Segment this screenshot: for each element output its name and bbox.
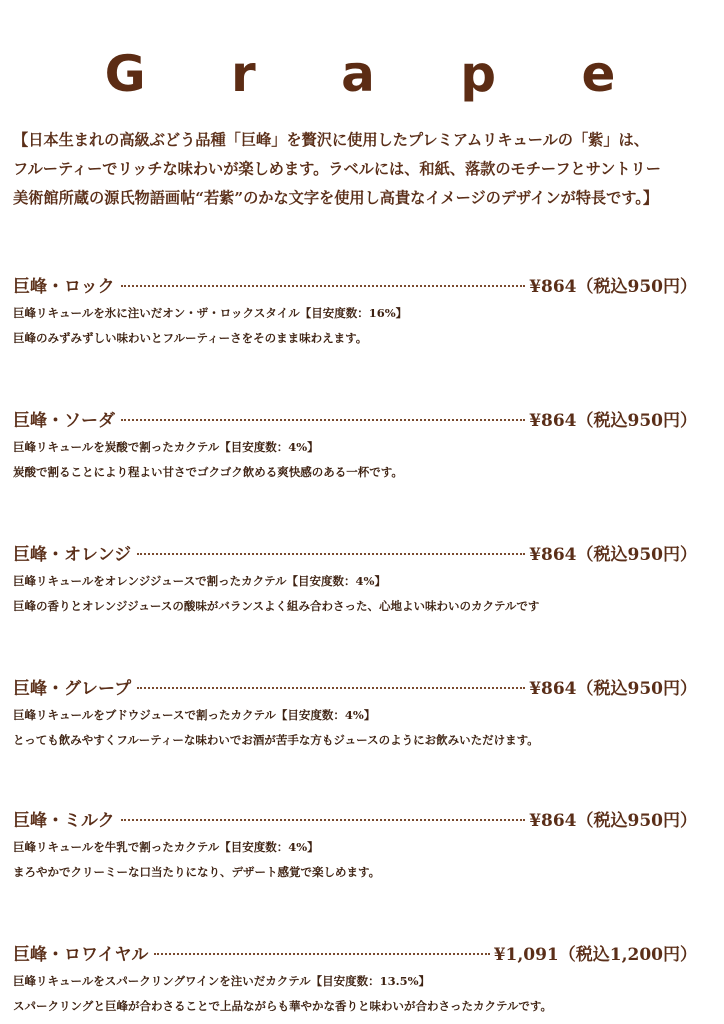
- menu-item-header: [13, 674, 697, 700]
- menu-item-description: [13, 969, 697, 1019]
- menu-item-name: 巨峰・グレープ: [13, 679, 132, 699]
- description-line: 巨峰リキュールを氷に注いだオン・ザ・ロックスタイル【目安度数：16%】: [13, 306, 408, 320]
- intro-line: フルーティーでリッチな味わいが楽しめます。ラベルには、和紙、落款のモチーフとサントリー: [13, 160, 661, 178]
- menu-item-orange: [13, 540, 697, 619]
- intro-line: 【日本生まれの高級ぶどう品種「巨峰」を贅沢に使用したプレミアムリキュールの「紫」は、: [13, 131, 649, 149]
- page-title: G r a p e: [104, 45, 650, 103]
- description-line: 炭酸で割ることにより程よい甘さでゴクゴク飲める爽快感のある一杯です。: [13, 465, 403, 479]
- menu-item-royal: [13, 940, 697, 1019]
- menu-item-price: ¥864（税込950円）: [529, 811, 697, 831]
- menu-item-name: 巨峰・オレンジ: [13, 545, 132, 565]
- menu-item-price: ¥864（税込950円）: [529, 277, 697, 297]
- menu-item-price: ¥864（税込950円）: [529, 679, 697, 699]
- description-line: スパークリングと巨峰が合わさることで上品ながらも華やかな香りと味わいが合わさったカクテルです。: [13, 999, 552, 1013]
- menu-item-name: 巨峰・ロック: [13, 277, 115, 297]
- dotted-leader: [121, 819, 526, 821]
- description-line: 巨峰の香りとオレンジジュースの酸味がバランスよく組み合わさった、心地よい味わいのカクテルです: [13, 599, 540, 613]
- menu-item-header: [13, 806, 697, 832]
- menu-item-description: [13, 301, 697, 351]
- description-line: 巨峰リキュールをスパークリングワインを注いだカクテル【目安度数：13.5%】: [13, 974, 431, 988]
- dotted-leader: [137, 553, 525, 555]
- menu-item-description: [13, 703, 697, 753]
- menu-item-header: [13, 406, 697, 432]
- dotted-leader: [137, 687, 525, 689]
- menu-item-header: [13, 940, 697, 966]
- menu-item-price: ¥864（税込950円）: [529, 411, 697, 431]
- menu-item-description: [13, 835, 697, 885]
- menu-item-header: [13, 272, 697, 298]
- intro-paragraph: [13, 126, 713, 213]
- intro-line: 美術館所蔵の源氏物語画帖“若紫”のかな文字を使用し高貴なイメージのデザインが特長です。】: [13, 189, 659, 207]
- menu-item-header: [13, 540, 697, 566]
- description-line: まろやかでクリーミーな口当たりになり、デザート感覚で楽しめます。: [13, 865, 381, 879]
- menu-item-price: ¥1,091（税込1,200円）: [493, 945, 697, 965]
- menu-item-name: 巨峰・ロワイヤル: [13, 945, 149, 965]
- description-line: 巨峰リキュールを牛乳で割ったカクテル【目安度数：4%】: [13, 840, 319, 854]
- menu-item-rock: [13, 272, 697, 351]
- menu-item-name: 巨峰・ミルク: [13, 811, 115, 831]
- menu-item-milk: [13, 806, 697, 885]
- menu-item-grape: [13, 674, 697, 753]
- description-line: とっても飲みやすくフルーティーな味わいでお酒が苦手な方もジュースのようにお飲みいただけます。: [13, 733, 539, 747]
- dotted-leader: [121, 419, 525, 421]
- menu-item-description: [13, 435, 697, 485]
- menu-item-price: ¥864（税込950円）: [529, 545, 697, 565]
- dotted-leader: [121, 285, 526, 287]
- menu-item-soda: [13, 406, 697, 485]
- menu-item-name: 巨峰・ソーダ: [13, 411, 115, 431]
- description-line: 巨峰リキュールを炭酸で割ったカクテル【目安度数：4%】: [13, 440, 319, 454]
- menu-item-description: [13, 569, 697, 619]
- description-line: 巨峰のみずみずしい味わいとフルーティーさをそのまま味わえます。: [13, 331, 368, 345]
- description-line: 巨峰リキュールをオレンジジュースで割ったカクテル【目安度数：4%】: [13, 574, 386, 588]
- dotted-leader: [154, 953, 489, 955]
- description-line: 巨峰リキュールをブドウジュースで割ったカクテル【目安度数：4%】: [13, 708, 376, 722]
